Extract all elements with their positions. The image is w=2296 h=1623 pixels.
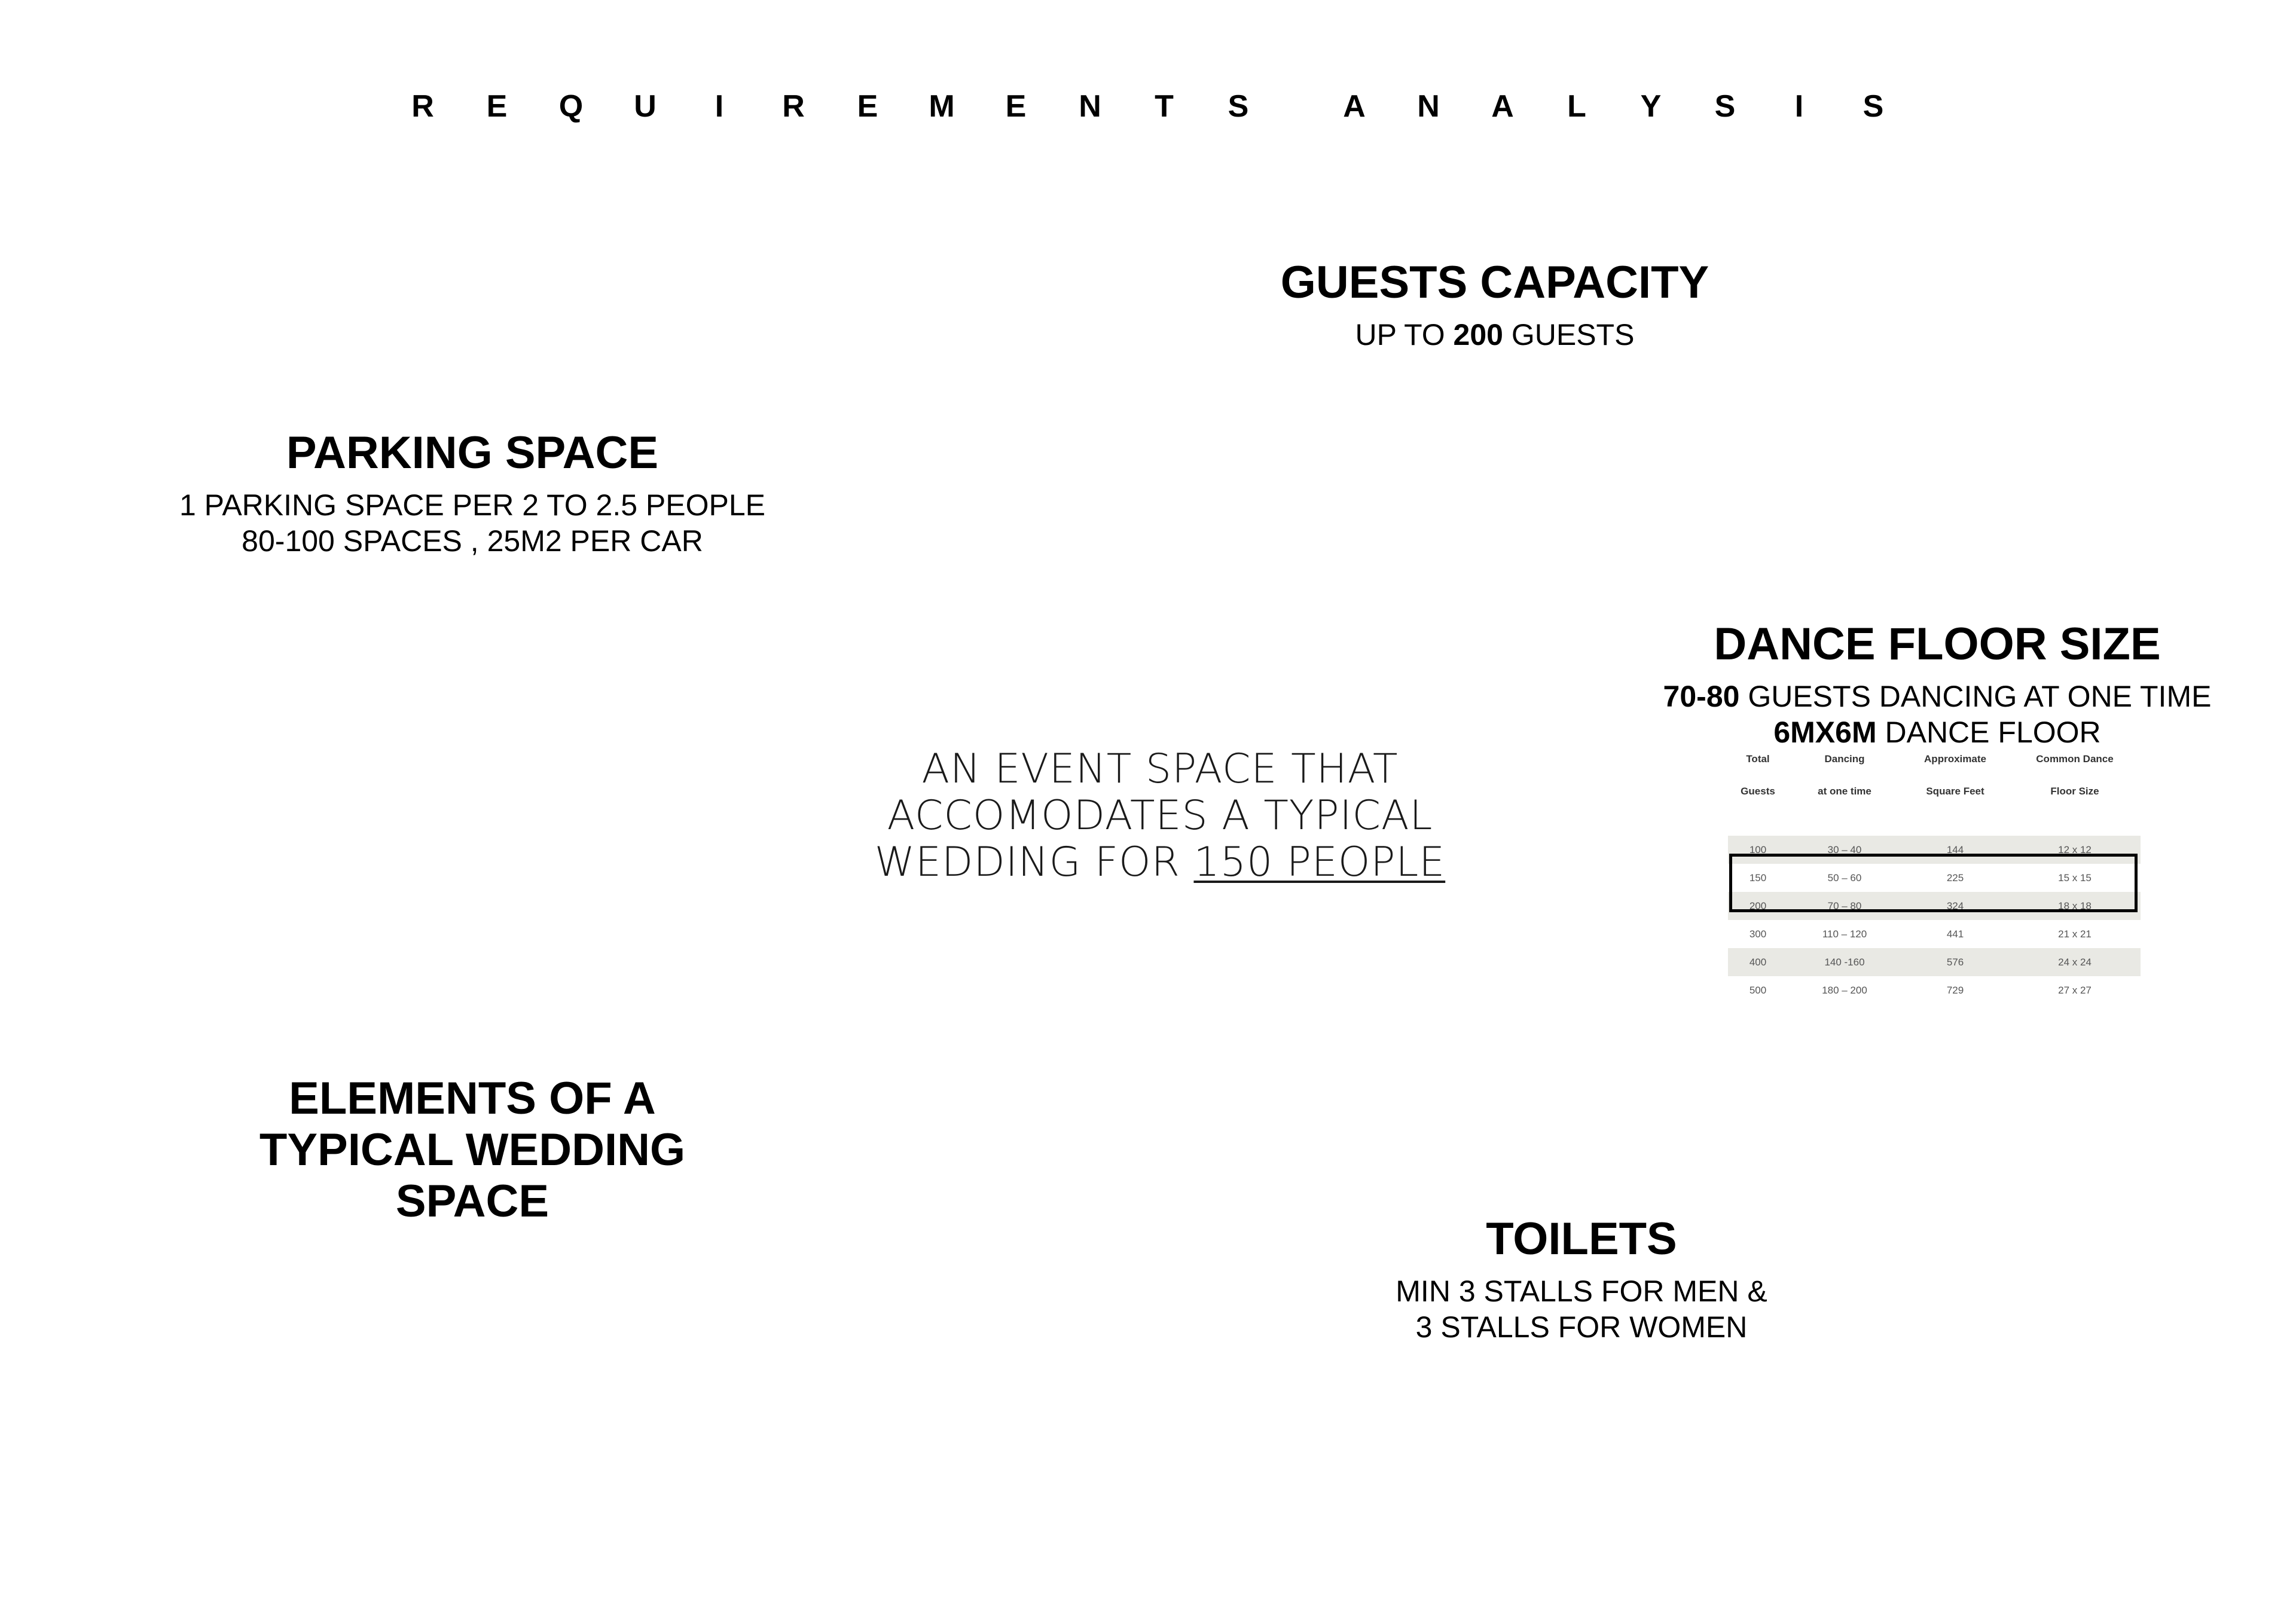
title-letter: A [1491, 89, 1514, 124]
parking-line-1: 1 PARKING SPACE PER 2 TO 2.5 PEOPLE [179, 488, 766, 522]
title-letter: E [1005, 89, 1027, 124]
guests-capacity-heading: GUESTS CAPACITY [1280, 257, 1709, 308]
title-letter: T [1155, 89, 1174, 124]
elements-heading-line-1: ELEMENTS OF A [289, 1073, 656, 1124]
statement-people-count: 150 PEOPLE [1193, 839, 1446, 886]
table-row [1728, 948, 2141, 976]
dance-floor-heading: DANCE FLOOR SIZE [1714, 619, 2161, 670]
table-cell: 100 [1749, 844, 1767, 855]
table-header-cell: Common Dance [2036, 753, 2114, 765]
table-highlight-box [1729, 854, 2138, 912]
table-cell: 12 x 12 [2058, 844, 2092, 855]
dance-line-2 [1614, 714, 2260, 750]
table-header-cell: Floor Size [2050, 785, 2099, 797]
page-title [0, 88, 2296, 124]
statement-line-3-prefix: WEDDING FOR [874, 839, 1194, 886]
title-letter: I [1794, 89, 1804, 124]
title-letter: S [1714, 89, 1736, 124]
parking-line-2: 80-100 SPACES , 25M2 PER CAR [242, 524, 703, 558]
guests-prefix: UP TO [1355, 318, 1454, 352]
title-letter: Y [1640, 89, 1662, 124]
parking-space-heading: PARKING SPACE [286, 427, 659, 478]
table-cell: 140 -160 [1824, 956, 1865, 968]
title-letter: S [1863, 89, 1884, 124]
table-cell: 400 [1749, 956, 1767, 968]
guests-capacity-section [1166, 257, 1824, 353]
parking-space-section [144, 427, 801, 559]
table-header-cell: Total [1746, 753, 1770, 765]
guests-suffix: GUESTS [1503, 318, 1635, 352]
dance-line-1 [1614, 678, 2260, 714]
elements-heading-line-3: SPACE [395, 1176, 549, 1227]
dance-floor-section [1614, 619, 2260, 750]
table-header-row-1 [1728, 753, 2141, 785]
title-letter: R [782, 89, 805, 124]
dance-floor-dimensions: 6MX6M [1773, 716, 1877, 749]
table-cell: 144 [1946, 844, 1964, 855]
table-cell: 150 [1749, 872, 1767, 884]
title-word [1317, 88, 1910, 124]
guests-count: 200 [1453, 318, 1503, 352]
dance-line-1-rest: GUESTS DANCING AT ONE TIME [1739, 680, 2212, 713]
table-cell: 225 [1946, 872, 1964, 884]
elements-heading-line-2: TYPICAL WEDDING [259, 1124, 686, 1175]
statement-line-3 [825, 839, 1495, 886]
table-cell: 576 [1946, 956, 1964, 968]
table-cell: 18 x 18 [2058, 900, 2092, 912]
elements-section [179, 1073, 765, 1227]
table-cell: 50 – 60 [1827, 872, 1862, 884]
project-statement [825, 746, 1495, 886]
statement-line-1: AN EVENT SPACE THAT [921, 745, 1399, 793]
title-letter: A [1343, 89, 1366, 124]
table-row [1728, 920, 2141, 948]
table-header-cell: Square Feet [1926, 785, 1984, 797]
table-row [1728, 976, 2141, 1004]
table-header-cell: Approximate [1924, 753, 1986, 765]
table-cell: 27 x 27 [2058, 985, 2092, 996]
title-letter: I [715, 89, 724, 124]
toilets-line-1: MIN 3 STALLS FOR MEN & [1396, 1274, 1767, 1308]
toilets-line-2: 3 STALLS FOR WOMEN [1415, 1310, 1748, 1344]
table-cell: 110 – 120 [1822, 928, 1867, 940]
table-cell: 500 [1749, 985, 1767, 996]
table-cell: 70 – 80 [1827, 900, 1862, 912]
title-letter: L [1567, 89, 1586, 124]
table-cell: 24 x 24 [2058, 956, 2092, 968]
title-letter: M [929, 89, 955, 124]
table-cell: 729 [1946, 985, 1964, 996]
table-cell: 200 [1749, 900, 1767, 912]
table-header-cell: at one time [1818, 785, 1871, 797]
table-header-cell: Dancing [1824, 753, 1865, 765]
guests-capacity-text [1166, 317, 1824, 353]
title-letter: E [857, 89, 878, 124]
title-word [386, 88, 1275, 124]
title-letter: Q [558, 89, 584, 124]
title-letter: E [486, 89, 508, 124]
dance-guests-range: 70-80 [1663, 680, 1740, 713]
title-letter: R [411, 89, 434, 124]
statement-line-2: ACCOMODATES A TYPICAL [887, 792, 1433, 839]
table-cell: 30 – 40 [1827, 844, 1862, 855]
dance-line-2-rest: DANCE FLOOR [1876, 716, 2101, 749]
table-cell: 300 [1749, 928, 1767, 940]
title-letter: N [1079, 89, 1101, 124]
table-header-cell: Guests [1741, 785, 1775, 797]
toilets-section [1303, 1214, 1860, 1345]
title-letter: N [1417, 89, 1440, 124]
toilets-heading: TOILETS [1486, 1214, 1677, 1264]
table-header-row-2 [1728, 785, 2141, 817]
title-letter: S [1228, 89, 1249, 124]
table-cell: 324 [1946, 900, 1964, 912]
table-cell: 15 x 15 [2058, 872, 2092, 884]
table-cell: 21 x 21 [2058, 928, 2092, 940]
table-cell: 441 [1946, 928, 1964, 940]
title-letter: U [634, 89, 657, 124]
table-cell: 180 – 200 [1822, 985, 1867, 996]
